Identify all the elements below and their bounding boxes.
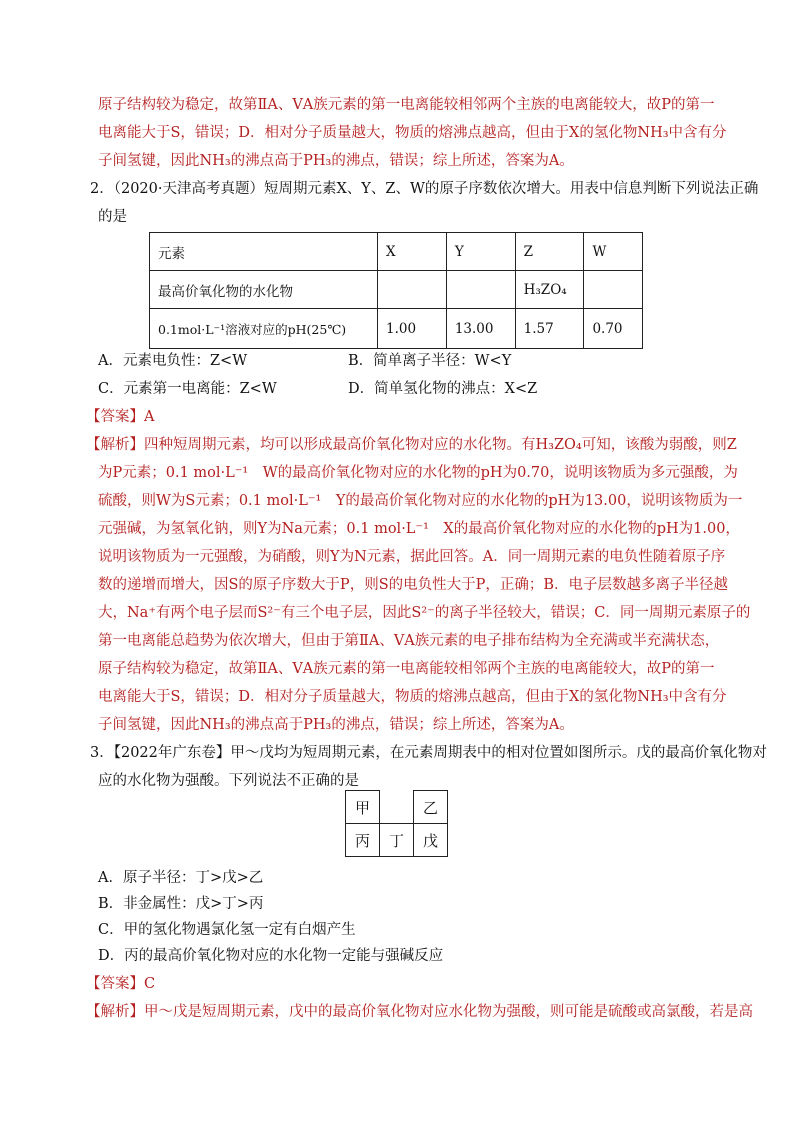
q2-analysis-line-4: 元强碱，为氢氧化钠，则Y为Na元素；0.1 mol·L⁻¹ X的最高价氧化物对应的水化物的pH为1.00， — [98, 521, 740, 537]
q2-option-b: B．简单离子半径：W<Y — [348, 353, 512, 369]
q2-data-table — [149, 232, 643, 349]
table-header-cell: X — [378, 233, 447, 271]
table-cell: H₃ZO₄ — [515, 271, 584, 309]
answer-tag: 【答案】 — [86, 409, 144, 425]
q2-analysis-line-7: 大，Na⁺有两个电子层而S²⁻有三个电子层，因此S²⁻的离子半径较大，错误；C．同一周期元素原子的 — [98, 605, 751, 621]
table-row — [150, 309, 643, 349]
q2-analysis-line-10: 电离能大于S，错误；D．相对分子质量越大，物质的熔沸点越高，但由于X的氢化物NH₃中含有分 — [98, 689, 727, 705]
table-cell: 13.00 — [446, 309, 515, 349]
table-cell: 0.1mol·L⁻¹溶液对应的pH(25℃) — [150, 309, 378, 349]
q2-analysis-line-6: 数的递增而增大，因S的原子序数大于P，则S的电负性大于P，正确；B．电子层数越多离子半径越 — [98, 577, 729, 593]
q2-analysis-line-2: 为P元素；0.1 mol·L⁻¹ W的最高价氧化物对应的水化物的pH为0.70，说明该物质为多元强酸，为 — [98, 465, 738, 481]
q2-analysis-line-9: 原子结构较为稳定，故第ⅡA、ⅤA族元素的第一电离能较相邻两个主族的电离能较大，故P的第一 — [98, 661, 715, 677]
q2-option-d: D．简单氢化物的沸点：X<Z — [348, 381, 538, 397]
q3-analysis-line-1 — [86, 1002, 753, 1022]
table-cell — [584, 271, 643, 309]
q2-stem-line-2: 的是 — [98, 209, 127, 225]
table-header-cell: Y — [446, 233, 515, 271]
q2-analysis-line-11: 子间氢键，因此NH₃的沸点高于PH₃的沸点，错误；综上所述，答案为A。 — [98, 717, 574, 733]
q2-option-c: C．元素第一电离能：Z<W — [98, 381, 277, 397]
table-row — [150, 271, 643, 309]
grid-row — [346, 791, 448, 824]
q3-option-a: A．原子半径：丁>戊>乙 — [98, 870, 264, 886]
analysis-tag: 【解析】 — [86, 1004, 144, 1020]
analysis-tag: 【解析】 — [86, 437, 144, 453]
analysis-text: 甲～戊是短周期元素，戊中的最高价氧化物对应水化物为强酸，则可能是硫酸或高氯酸，若是高 — [144, 1004, 753, 1020]
table-cell: 0.70 — [584, 309, 643, 349]
cell-empty — [380, 791, 414, 824]
answer-tag: 【答案】 — [86, 976, 144, 992]
q3-stem-line-2: 应的水化物为强酸。下列说法不正确的是 — [98, 773, 359, 789]
q3-option-d: D．丙的最高价氧化物对应的水化物一定能与强碱反应 — [98, 948, 444, 964]
table-cell — [446, 271, 515, 309]
q2-analysis-line-3: 硫酸，则W为S元素；0.1 mol·L⁻¹ Y的最高价氧化物对应的水化物的pH为13.00，说明该物质为一 — [98, 493, 743, 509]
q2-analysis-line-8: 第一电离能总趋势为依次增大，但由于第ⅡA、ⅤA族元素的电子排布结构为全充满或半充满状态， — [98, 633, 720, 649]
cell-ding: 丁 — [380, 824, 414, 857]
q3-option-b: B．非金属性：戊>丁>丙 — [98, 896, 264, 912]
q2-analysis-line-5: 说明该物质为一元强酸，为硝酸，则Y为N元素，据此回答。A．同一周期元素的电负性随着原子序 — [98, 549, 726, 565]
q2-stem-line-1: 2．（2020·天津高考真题）短周期元素X、Y、Z、W的原子序数依次增大。用表中信息判断下列说法正确 — [90, 181, 759, 197]
table-header-cell: W — [584, 233, 643, 271]
answer-value: C — [144, 976, 156, 992]
table-cell: 1.00 — [378, 309, 447, 349]
prev-analysis-line-2: 电离能大于S，错误；D．相对分子质量越大，物质的熔沸点越高，但由于X的氢化物NH₃中含有分 — [98, 125, 727, 141]
cell-yi: 乙 — [414, 791, 448, 824]
cell-bing: 丙 — [346, 824, 380, 857]
table-cell: 最高价氧化物的水化物 — [150, 271, 378, 309]
answer-value: A — [144, 409, 155, 425]
q3-stem-line-1: 3．【2022年广东卷】甲～戊均为短周期元素，在元素周期表中的相对位置如图所示。戊的最高价氧化物对 — [90, 745, 767, 761]
prev-analysis-line-1: 原子结构较为稳定，故第ⅡA、ⅤA族元素的第一电离能较相邻两个主族的电离能较大，故P的第一 — [98, 97, 715, 113]
table-row — [150, 233, 643, 271]
q2-analysis-line-1 — [86, 435, 737, 455]
table-cell: 1.57 — [515, 309, 584, 349]
cell-jia: 甲 — [346, 791, 380, 824]
table-cell — [378, 271, 447, 309]
cell-wu: 戊 — [414, 824, 448, 857]
grid-row — [346, 824, 448, 857]
table-header-cell: 元素 — [150, 233, 378, 271]
q2-answer — [86, 407, 154, 427]
prev-analysis-line-3: 子间氢键，因此NH₃的沸点高于PH₃的沸点，错误；综上所述，答案为A。 — [98, 153, 574, 169]
q2-option-a: A．元素电负性：Z<W — [98, 353, 248, 369]
q3-option-c: C．甲的氢化物遇氯化氢一定有白烟产生 — [98, 922, 356, 938]
analysis-text: 四种短周期元素，均可以形成最高价氧化物对应的水化物。有H₃ZO₄可知，该酸为弱酸，则Z — [144, 437, 737, 453]
q3-periodic-grid — [345, 790, 448, 857]
table-header-cell: Z — [515, 233, 584, 271]
q3-answer — [86, 974, 155, 994]
